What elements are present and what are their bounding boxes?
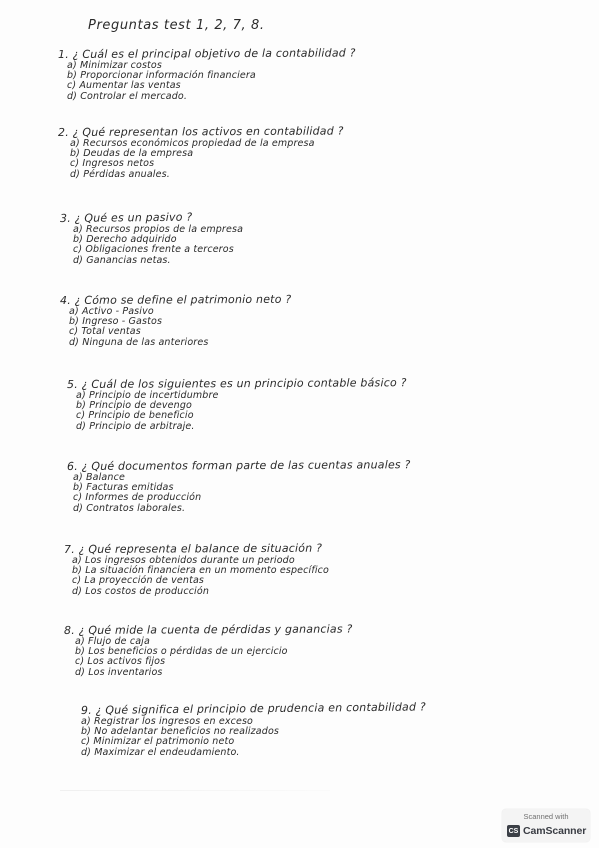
option-a: a) Los ingresos obtenidos durante un periodo xyxy=(72,555,295,566)
options-list xyxy=(70,139,538,180)
question-4 xyxy=(59,292,540,348)
question-text: 1. ¿ Cuál es el principal objetivo de la contabilidad ? xyxy=(57,46,356,61)
option-b: b) Los beneficios o pérdidas de un ejercicio xyxy=(75,646,288,658)
options-list xyxy=(76,391,547,432)
option-d: d) Controlar el mercado. xyxy=(67,90,188,102)
options-list xyxy=(75,637,544,678)
option-a: a) Principio de incertidumbre xyxy=(76,390,219,401)
option-b: b) Ingreso - Gastos xyxy=(69,316,163,328)
question-text: 6. ¿ Qué documentos forman parte de las cuentas anuales ? xyxy=(66,458,411,473)
option-d: d) Principio de arbitraje. xyxy=(76,420,195,432)
option-a: a) Recursos económicos propiedad de la empresa xyxy=(70,138,315,149)
option-c: c) Minimizar el patrimonio neto xyxy=(81,736,235,748)
options-list xyxy=(69,307,540,348)
question-7 xyxy=(63,541,544,597)
option-b: b) Derecho adquirido xyxy=(73,234,177,246)
option-a: a) Flujo de caja xyxy=(75,636,150,647)
question-9 xyxy=(80,700,561,758)
option-b: b) La situación financiera en un momento específico xyxy=(72,565,329,577)
question-text: 8. ¿ Qué mide la cuenta de pérdidas y ganancias ? xyxy=(63,622,353,637)
camscanner-logo-icon: CS xyxy=(507,825,520,837)
question-text: 3. ¿ Qué es un pasivo ? xyxy=(59,210,193,225)
option-b: b) Principio de devengo xyxy=(76,400,192,412)
option-c: c) Total ventas xyxy=(69,326,141,338)
option-a: a) Minimizar costos xyxy=(67,60,162,71)
question-text: 9. ¿ Qué significa el principio de prudencia en contabilidad ? xyxy=(80,700,426,717)
option-d: d) Los costos de producción xyxy=(72,585,209,597)
option-b: b) No adelantar beneficios no realizados xyxy=(81,726,280,738)
options-list xyxy=(73,225,540,266)
option-a: a) Activo - Pasivo xyxy=(69,306,154,317)
option-c: c) Principio de beneficio xyxy=(76,410,194,422)
option-a: a) Registrar los ingresos en exceso xyxy=(81,716,254,727)
option-b: b) Facturas emitidas xyxy=(73,482,174,494)
page-title: Preguntas test 1, 2, 7, 8. xyxy=(88,18,265,33)
option-d: d) Maximizar el endeudamiento. xyxy=(81,746,240,758)
option-c: c) Obligaciones frente a terceros xyxy=(73,244,234,256)
option-d: d) Ninguna de las anteriores xyxy=(69,336,209,348)
question-3 xyxy=(59,210,540,266)
question-6 xyxy=(66,458,547,514)
option-b: b) Proporcionar información financiera xyxy=(67,70,256,82)
option-c: c) Informes de producción xyxy=(73,492,202,504)
scan-artifact-line xyxy=(60,790,330,791)
option-a: a) Recursos propios de la empresa xyxy=(73,224,244,235)
option-d: d) Ganancias netas. xyxy=(73,254,171,266)
camscanner-watermark xyxy=(502,809,590,842)
watermark-caption: Scanned with xyxy=(523,812,569,821)
options-list xyxy=(72,556,544,597)
option-c: c) Los activos fijos xyxy=(75,656,166,668)
question-text: 2. ¿ Qué representan los activos en contabilidad ? xyxy=(57,124,344,139)
option-d: d) Los inventarios xyxy=(75,666,163,678)
watermark-brand: CamScanner xyxy=(523,825,587,837)
question-text: 5. ¿ Cuál de los siguientes es un principio contable básico ? xyxy=(66,376,407,391)
question-1 xyxy=(57,46,538,102)
option-a: a) Balance xyxy=(73,472,125,483)
question-text: 7. ¿ Qué representa el balance de situación ? xyxy=(63,541,323,556)
option-d: d) Contratos laborales. xyxy=(73,502,186,514)
question-2 xyxy=(57,124,538,180)
option-c: c) Ingresos netos xyxy=(70,158,155,170)
options-list xyxy=(73,473,547,514)
option-c: c) La proyección de ventas xyxy=(72,575,205,587)
question-8 xyxy=(63,622,544,678)
options-list xyxy=(81,717,561,758)
question-5 xyxy=(66,376,547,432)
option-d: d) Pérdidas anuales. xyxy=(70,168,170,180)
option-c: c) Aumentar las ventas xyxy=(67,80,181,92)
watermark-brand-row xyxy=(507,824,587,838)
option-b: b) Deudas de la empresa xyxy=(70,148,194,160)
question-text: 4. ¿ Cómo se define el patrimonio neto ? xyxy=(59,292,292,307)
options-list xyxy=(67,61,538,102)
